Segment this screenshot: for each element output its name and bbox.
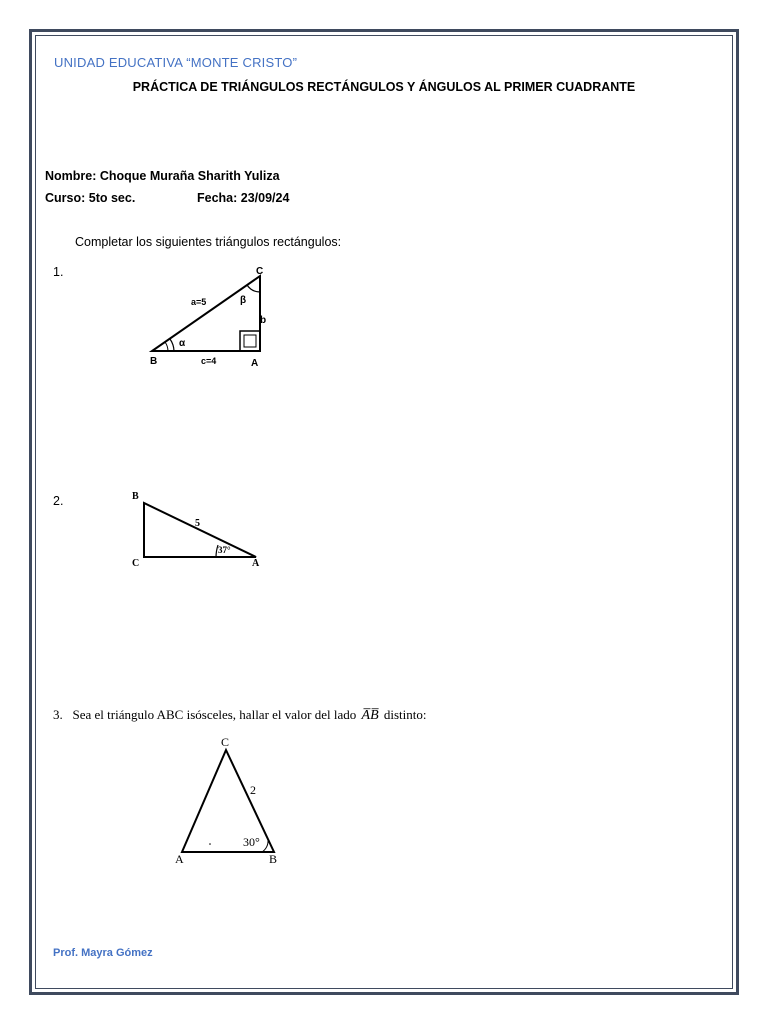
instruction-text: Completar los siguientes triángulos rectángulos:	[75, 235, 342, 249]
angle-alpha-label: α	[179, 338, 186, 349]
problem-3-statement	[53, 707, 427, 724]
side-c-label: c=4	[201, 356, 217, 366]
teacher-name: Prof. Mayra Gómez	[53, 947, 153, 959]
vertex-a-label: A	[175, 852, 184, 866]
worksheet-date: Fecha: 23/09/24	[197, 191, 290, 205]
angle-30-label: 30°	[243, 835, 260, 849]
triangle-3-shape	[182, 750, 274, 852]
problem-3-triangle-figure	[170, 730, 290, 870]
segment-ab-label: A̅B̅	[361, 708, 379, 723]
angle-beta-arc	[247, 285, 260, 292]
hypotenuse-label: 5	[195, 518, 200, 529]
side-bc-label: 2	[250, 783, 256, 797]
problem-3-number: 3.	[53, 707, 63, 722]
right-angle-marker	[240, 331, 260, 351]
vertex-c-label: C	[221, 735, 230, 749]
problem-3-text-end: distinto:	[383, 707, 427, 722]
vertex-b-label: B	[150, 356, 158, 367]
side-b-label: b	[260, 315, 267, 326]
vertex-a-label: A	[252, 558, 260, 569]
student-course: Curso: 5to sec.	[45, 191, 136, 205]
triangle-1-shape	[152, 276, 260, 351]
problem-1-number: 1.	[53, 265, 64, 279]
vertex-b-label: B	[132, 491, 139, 502]
worksheet-title: PRÁCTICA DE TRIÁNGULOS RECTÁNGULOS Y ÁNGULOS AL PRIMER CUADRANTE	[132, 80, 636, 94]
angle-beta-label: β	[240, 295, 247, 306]
problem-1-triangle-figure	[140, 262, 280, 370]
student-name: Nombre: Choque Muraña Sharith Yuliza	[45, 169, 280, 183]
vertex-c-label: C	[132, 558, 140, 569]
vertex-b-label: B	[269, 852, 278, 866]
angle-30-arc	[262, 840, 268, 852]
angle-alpha-arc	[170, 339, 174, 351]
side-a-label: a=5	[191, 297, 207, 307]
problem-2-triangle-figure	[126, 488, 270, 572]
school-name: UNIDAD EDUCATIVA “MONTE CRISTO”	[54, 55, 298, 70]
triangle-2-shape	[144, 503, 256, 557]
angle-37-label: 37°	[218, 545, 231, 555]
problem-2-number: 2.	[53, 494, 64, 508]
vertex-c-label: C	[256, 266, 264, 277]
problem-3-text: Sea el triángulo ABC isósceles, hallar el valor del lado	[72, 707, 357, 722]
vertex-a-label: A	[251, 358, 259, 369]
